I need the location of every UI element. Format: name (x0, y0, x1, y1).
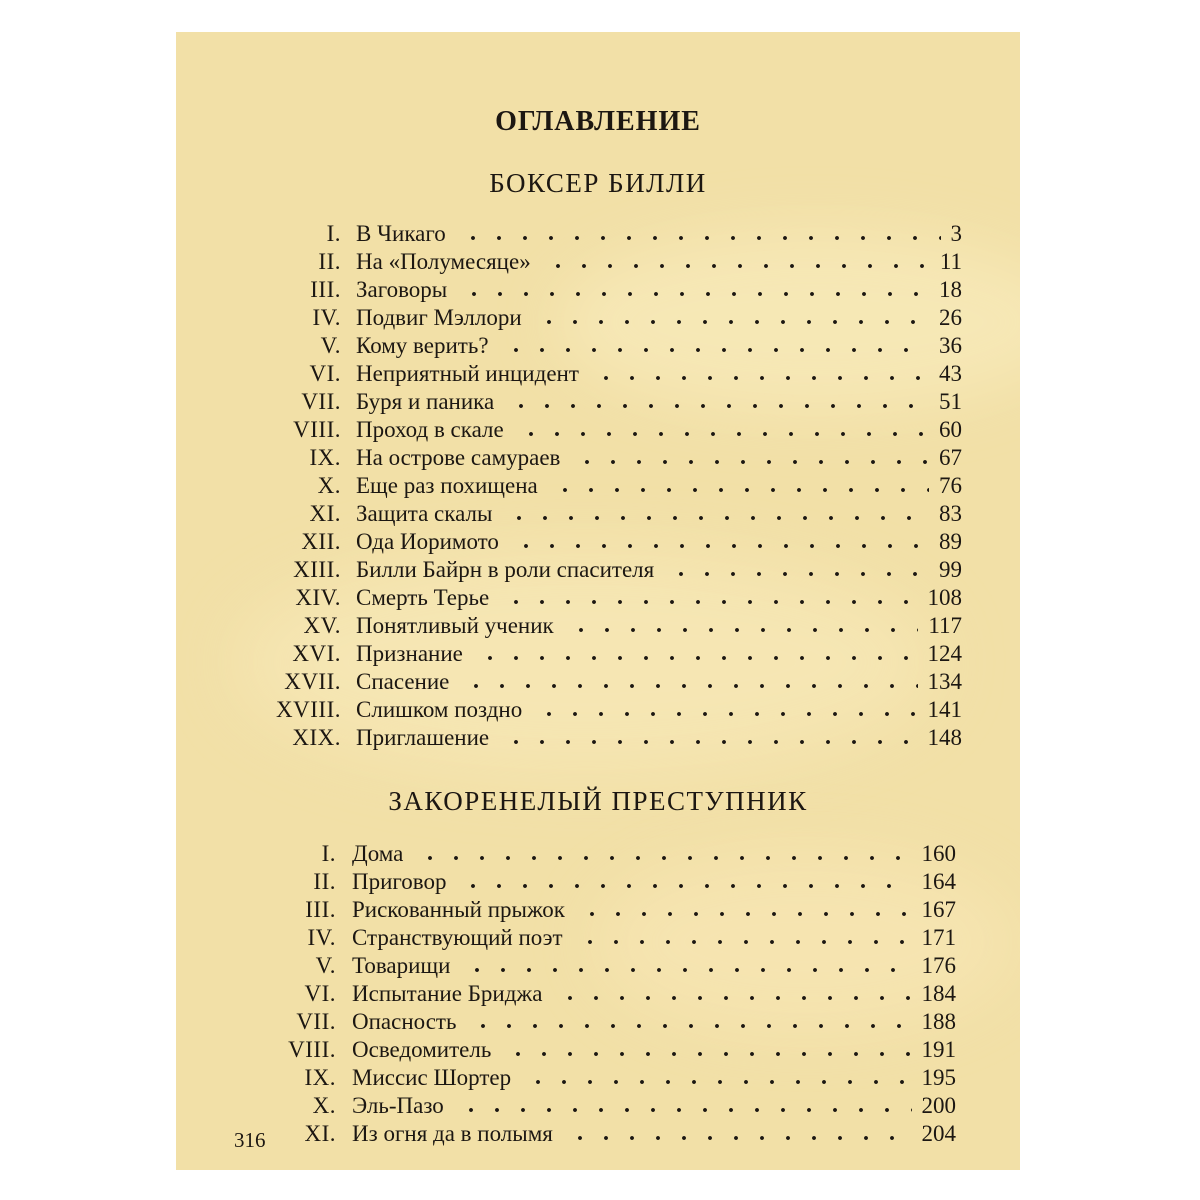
toc-entry (236, 980, 966, 1008)
chapter-page-number: 99 (939, 557, 962, 582)
section-title-hardened-criminal: ЗАКОРЕНЕЛЫЙ ПРЕСТУПНИК (388, 786, 808, 816)
dot-leader (503, 600, 918, 604)
dot-leader (505, 1052, 912, 1056)
chapter-title: Приглашение (356, 725, 490, 750)
dot-leader (506, 516, 929, 520)
dot-leader (574, 460, 929, 464)
toc-entry (236, 1036, 966, 1064)
chapter-number: I. (326, 221, 341, 246)
chapter-page-number: 148 (927, 725, 962, 750)
page-number: 316 (234, 1128, 266, 1152)
chapter-page-number: 171 (921, 925, 956, 950)
toc-entry (236, 584, 966, 612)
dot-leader (536, 712, 918, 716)
toc-entry (236, 1064, 966, 1092)
dot-leader (503, 348, 929, 352)
dot-leader (593, 376, 929, 380)
chapter-page-number: 76 (939, 473, 962, 498)
chapter-number: VIII. (288, 1037, 336, 1062)
dot-leader (503, 740, 918, 744)
toc-entry (236, 220, 966, 248)
section-title-boxer-billy: БОКСЕР БИЛЛИ (489, 168, 707, 198)
chapter-page-number: 167 (921, 897, 956, 922)
chapter-page-number: 18 (939, 277, 962, 302)
dot-leader (577, 940, 912, 944)
chapter-number: VI. (309, 361, 341, 386)
chapter-title: Слишком поздно (356, 697, 523, 722)
dot-leader (464, 968, 912, 972)
toc-entry (236, 444, 966, 472)
chapter-title: Буря и паника (356, 389, 495, 414)
dot-leader (460, 884, 912, 888)
chapter-title: Неприятный инцидент (356, 361, 579, 386)
chapter-page-number: 36 (939, 333, 962, 358)
chapter-page-number: 60 (939, 417, 962, 442)
toc-list-hardened-criminal (236, 840, 966, 1148)
dot-leader (579, 912, 912, 916)
dot-leader (460, 236, 941, 240)
chapter-page-number: 195 (921, 1065, 956, 1090)
chapter-page-number: 184 (921, 981, 956, 1006)
dot-leader (567, 1136, 912, 1140)
chapter-title: Дома (352, 841, 404, 866)
dot-leader (461, 292, 929, 296)
toc-entry (236, 528, 966, 556)
chapter-number: XI. (304, 1121, 336, 1146)
toc-entry (236, 952, 966, 980)
chapter-page-number: 108 (927, 585, 962, 610)
toc-entry (236, 416, 966, 444)
toc-entry (236, 1008, 966, 1036)
toc-entry (236, 924, 966, 952)
chapter-number: X. (312, 1093, 336, 1118)
chapter-page-number: 188 (921, 1009, 956, 1034)
dot-leader (513, 544, 929, 548)
chapter-number: II. (318, 249, 341, 274)
toc-entry (236, 500, 966, 528)
toc-entry (236, 1120, 966, 1148)
chapter-title: Понятливый ученик (356, 613, 554, 638)
chapter-number: I. (321, 841, 336, 866)
chapter-title: Спасение (356, 669, 450, 694)
chapter-title: Защита скалы (356, 501, 493, 526)
dot-leader (545, 264, 930, 268)
toc-entry (236, 668, 966, 696)
chapter-page-number: 176 (921, 953, 956, 978)
chapter-title: Проход в скале (356, 417, 504, 442)
chapter-number: II. (313, 869, 336, 894)
chapter-number: XV. (303, 613, 341, 638)
dot-leader (568, 628, 918, 632)
chapter-title: Странствующий поэт (352, 925, 563, 950)
chapter-title: Эль-Пазо (352, 1093, 444, 1118)
chapter-number: XI. (309, 501, 341, 526)
chapter-title: На «Полумесяце» (356, 249, 531, 274)
book-page (176, 32, 1020, 1170)
chapter-title: Миссис Шортер (352, 1065, 512, 1090)
toc-entry (236, 360, 966, 388)
chapter-page-number: 164 (921, 869, 956, 894)
chapter-number: XVIII. (276, 697, 341, 722)
chapter-page-number: 160 (921, 841, 956, 866)
toc-entry (236, 304, 966, 332)
chapter-number: V. (315, 953, 336, 978)
chapter-page-number: 83 (939, 501, 962, 526)
chapter-number: IX. (304, 1065, 336, 1090)
chapter-number: IV. (312, 305, 341, 330)
chapter-title: Опасность (352, 1009, 457, 1034)
dot-leader (518, 432, 929, 436)
chapter-title: Из огня да в полымя (352, 1121, 553, 1146)
chapter-title: Признание (356, 641, 463, 666)
chapter-page-number: 67 (939, 445, 962, 470)
chapter-number: III. (310, 277, 341, 302)
chapter-number: XIII. (293, 557, 341, 582)
chapter-title: Осведомитель (352, 1037, 492, 1062)
toc-entry (236, 696, 966, 724)
chapter-number: VII. (296, 1009, 336, 1034)
dot-leader (525, 1080, 912, 1084)
chapter-page-number: 191 (921, 1037, 956, 1062)
chapter-number: XIV. (295, 585, 341, 610)
chapter-title: Ода Иоримото (356, 529, 499, 554)
chapter-page-number: 89 (939, 529, 962, 554)
dot-leader (458, 1108, 912, 1112)
chapter-title: Подвиг Мэллори (356, 305, 522, 330)
chapter-page-number: 26 (939, 305, 962, 330)
chapter-number: VIII. (293, 417, 341, 442)
chapter-title: Товарищи (352, 953, 451, 978)
toc-entry (236, 472, 966, 500)
chapter-number: VI. (304, 981, 336, 1006)
chapter-title: Билли Байрн в роли спасителя (356, 557, 655, 582)
toc-entry (236, 724, 966, 752)
chapter-number: XVI. (292, 641, 341, 666)
toc-entry (236, 276, 966, 304)
chapter-number: IV. (307, 925, 336, 950)
chapter-page-number: 3 (950, 221, 962, 246)
dot-leader (463, 684, 918, 688)
dot-leader (470, 1024, 912, 1028)
toc-entry (236, 556, 966, 584)
chapter-number: VII. (301, 389, 341, 414)
toc-entry (236, 248, 966, 276)
toc-entry (236, 640, 966, 668)
chapter-number: X. (317, 473, 341, 498)
chapter-number: XIX. (292, 725, 341, 750)
chapter-page-number: 11 (939, 249, 962, 274)
chapter-title: Заговоры (356, 277, 448, 302)
chapter-number: V. (320, 333, 341, 358)
chapter-title: Кому верить? (356, 333, 489, 358)
chapter-page-number: 134 (927, 669, 962, 694)
chapter-number: IX. (309, 445, 341, 470)
chapter-page-number: 204 (921, 1121, 956, 1146)
chapter-title: Еще раз похищена (356, 473, 538, 498)
toc-entry (236, 840, 966, 868)
chapter-title: Испытание Бриджа (352, 981, 543, 1006)
toc-entry (236, 332, 966, 360)
chapter-page-number: 124 (927, 641, 962, 666)
dot-leader (557, 996, 912, 1000)
chapter-title: Рискованный прыжок (352, 897, 565, 922)
toc-entry (236, 388, 966, 416)
chapter-page-number: 51 (939, 389, 962, 414)
chapter-title: В Чикаго (356, 221, 446, 246)
chapter-title: На острове самураев (356, 445, 561, 470)
chapter-page-number: 141 (927, 697, 962, 722)
toc-entry (236, 896, 966, 924)
dot-leader (552, 488, 929, 492)
chapter-number: XVII. (284, 669, 341, 694)
chapter-title: Смерть Терье (356, 585, 490, 610)
chapter-page-number: 117 (928, 613, 962, 638)
toc-entry (236, 1092, 966, 1120)
toc-entry (236, 868, 966, 896)
chapter-number: III. (305, 897, 336, 922)
dot-leader (477, 656, 918, 660)
chapter-page-number: 200 (921, 1093, 956, 1118)
dot-leader (508, 404, 929, 408)
chapter-page-number: 43 (939, 361, 962, 386)
toc-entry (236, 612, 966, 640)
dot-leader (668, 572, 929, 576)
toc-list-boxer-billy (236, 220, 966, 752)
chapter-title: Приговор (352, 869, 447, 894)
dot-leader (417, 856, 912, 860)
chapter-number: XII. (301, 529, 341, 554)
dot-leader (536, 320, 929, 324)
contents-heading: ОГЛАВЛЕНИЕ (495, 106, 701, 137)
